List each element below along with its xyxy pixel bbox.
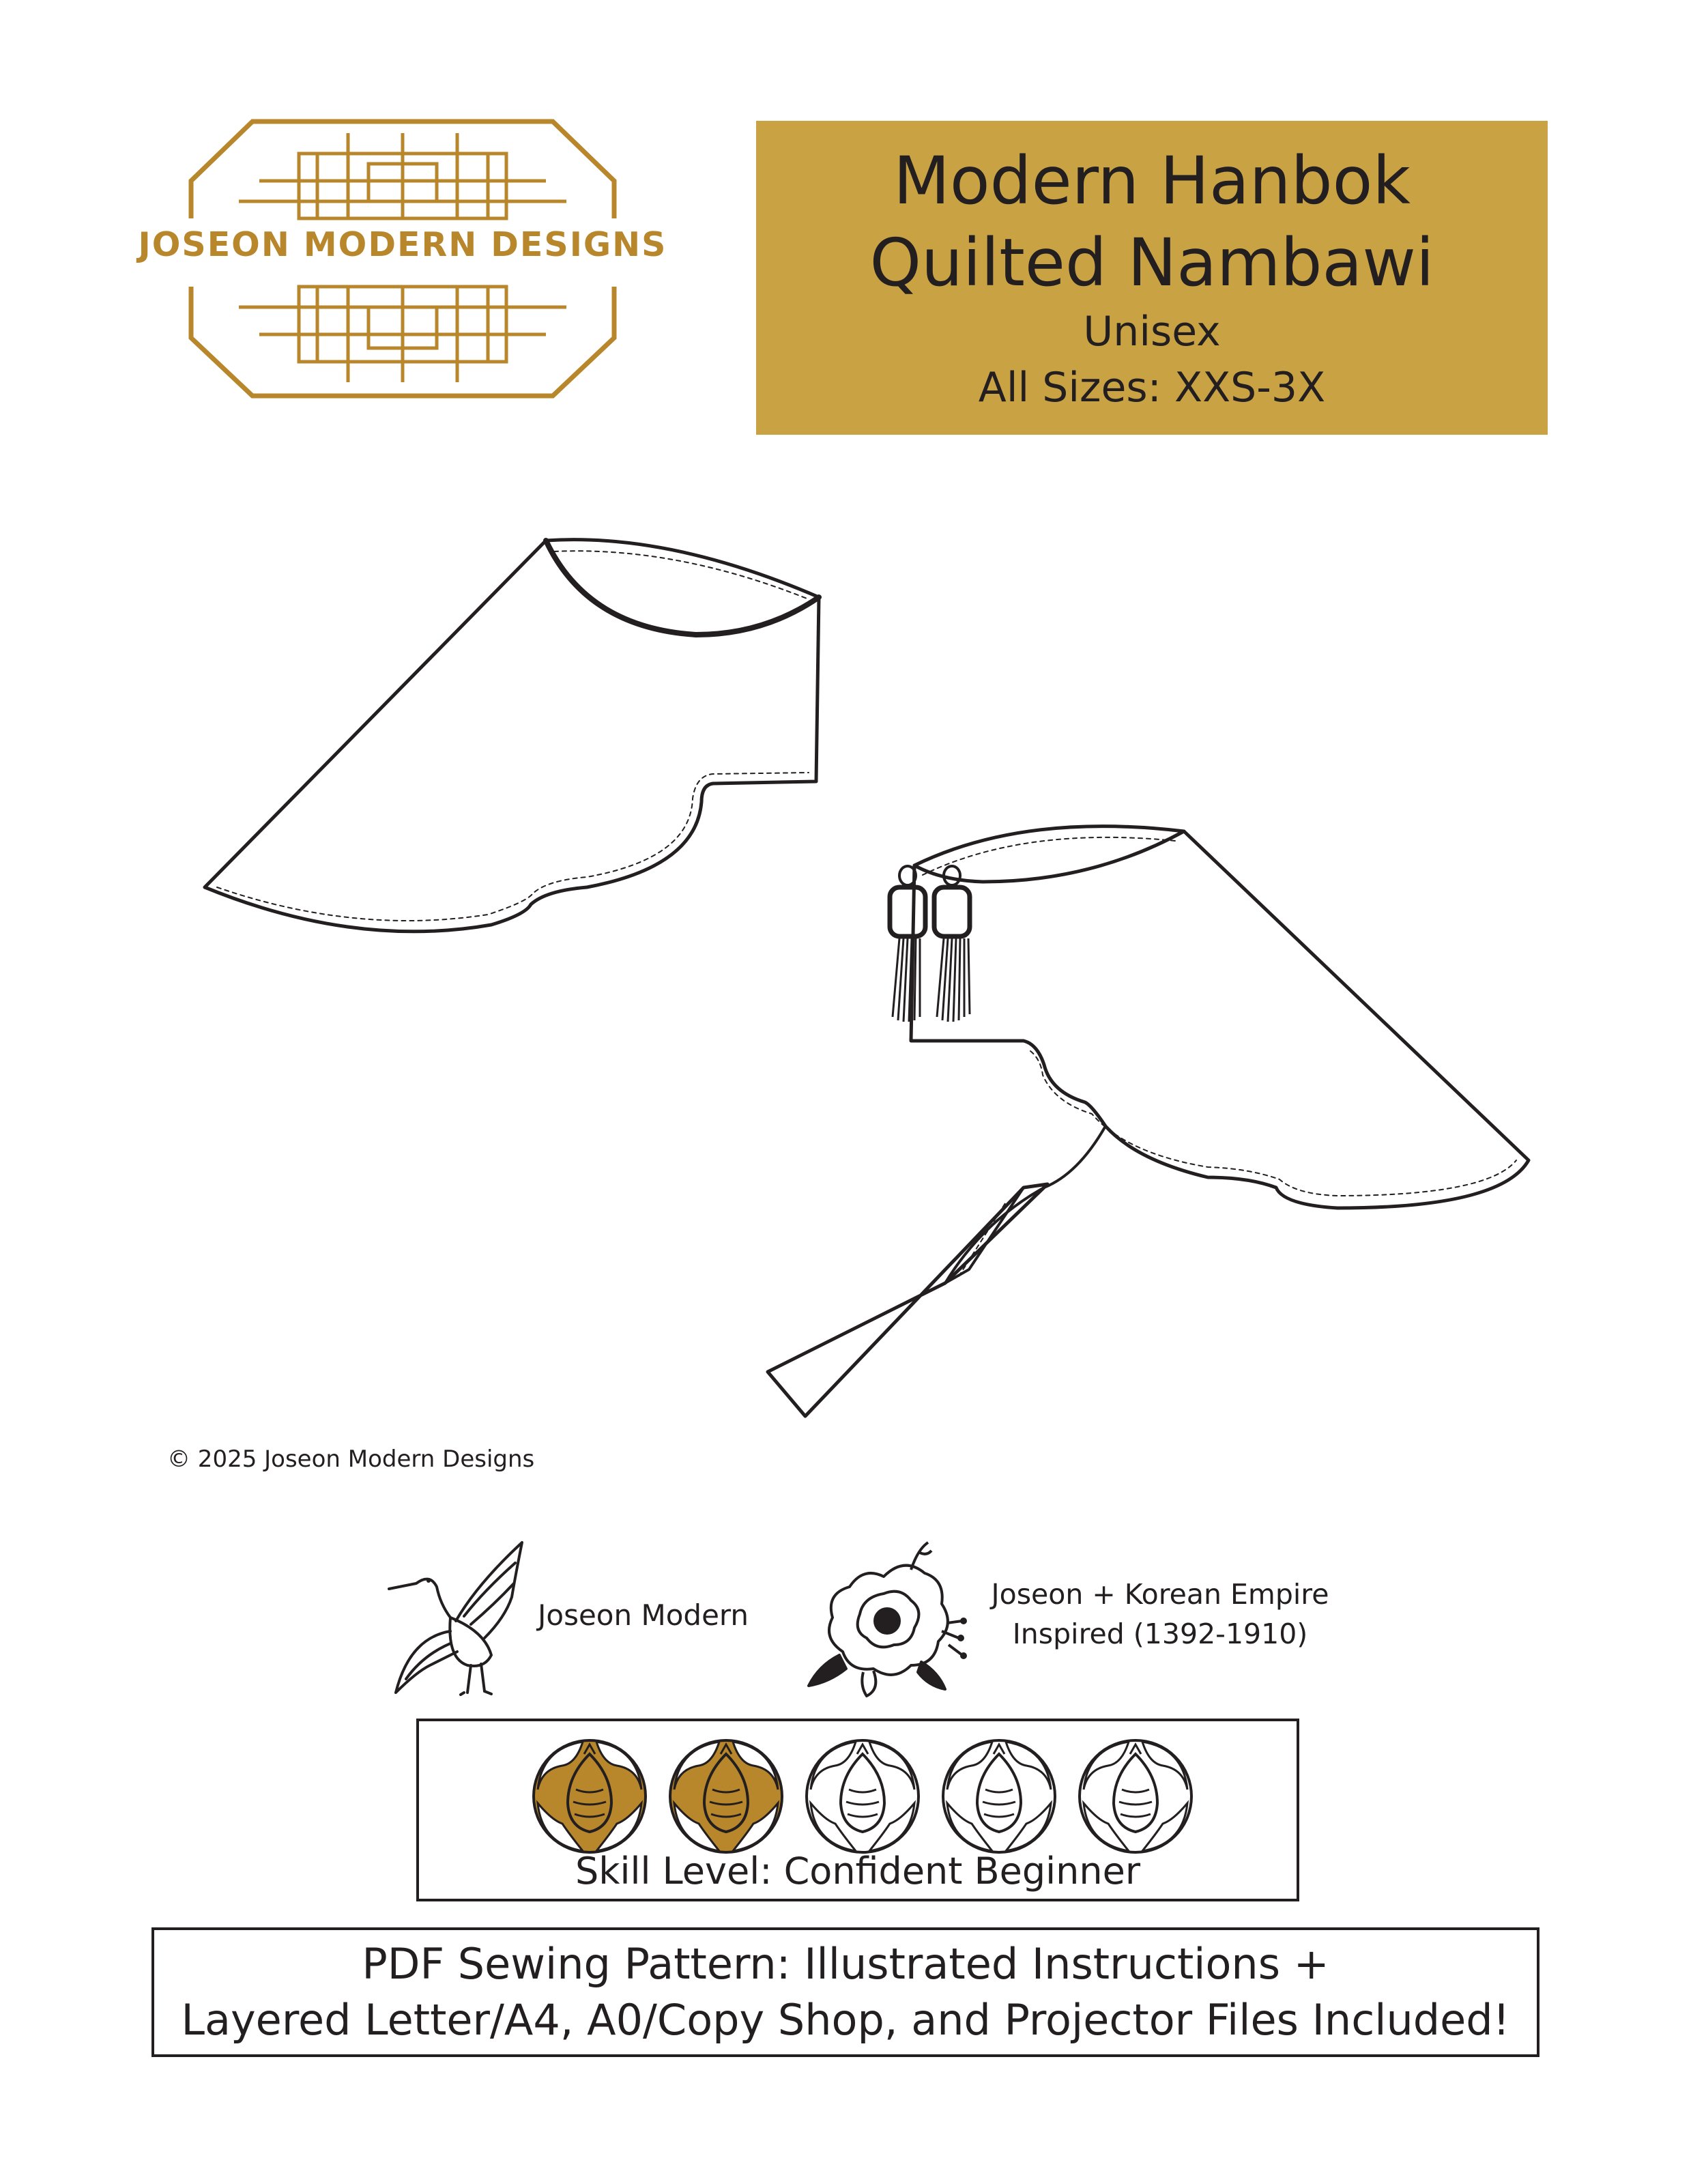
copyright-notice: © 2025 Joseon Modern Designs (167, 1446, 535, 1473)
bat-emblem-icon (943, 1740, 1055, 1852)
bat-emblem-icon (534, 1740, 646, 1852)
pattern-info-line-2: Layered Letter/A4, A0/Copy Shop, and Projector Files Included! (181, 1995, 1510, 2045)
bat-emblem-icon (670, 1740, 782, 1852)
title-block (756, 121, 1548, 435)
nambawi-front-view (205, 540, 819, 932)
crane-icon (382, 1536, 532, 1696)
peony-icon (798, 1536, 969, 1699)
pattern-info-line-1: PDF Sewing Pattern: Illustrated Instructions + (362, 1939, 1329, 1989)
tassel-icon (890, 866, 970, 936)
skill-level-label: Skill Level: Confident Beginner (575, 1850, 1141, 1893)
era-line-1: Joseon + Korean Empire (991, 1578, 1329, 1611)
nambawi-illustration (0, 519, 1706, 1433)
title-line-2: Quilted Nambawi (869, 225, 1434, 301)
style-label: Joseon Modern (538, 1598, 749, 1632)
nambawi-back-view (768, 827, 1529, 1416)
brand-logo-text: JOSEON MODERN DESIGNS (138, 225, 667, 264)
skill-level-rating (521, 1735, 1204, 1858)
bat-emblem-icon (1080, 1740, 1191, 1852)
pattern-info-box (151, 1927, 1539, 2057)
era-line-2: Inspired (1392-1910) (1012, 1618, 1308, 1650)
title-sizes: All Sizes: XXS-3X (978, 364, 1326, 412)
title-subtitle: Unisex (1083, 308, 1221, 356)
skill-level-box (416, 1719, 1299, 1901)
era-label (969, 1575, 1351, 1654)
title-line-1: Modern Hanbok (893, 143, 1411, 219)
bat-emblem-icon (807, 1740, 919, 1852)
